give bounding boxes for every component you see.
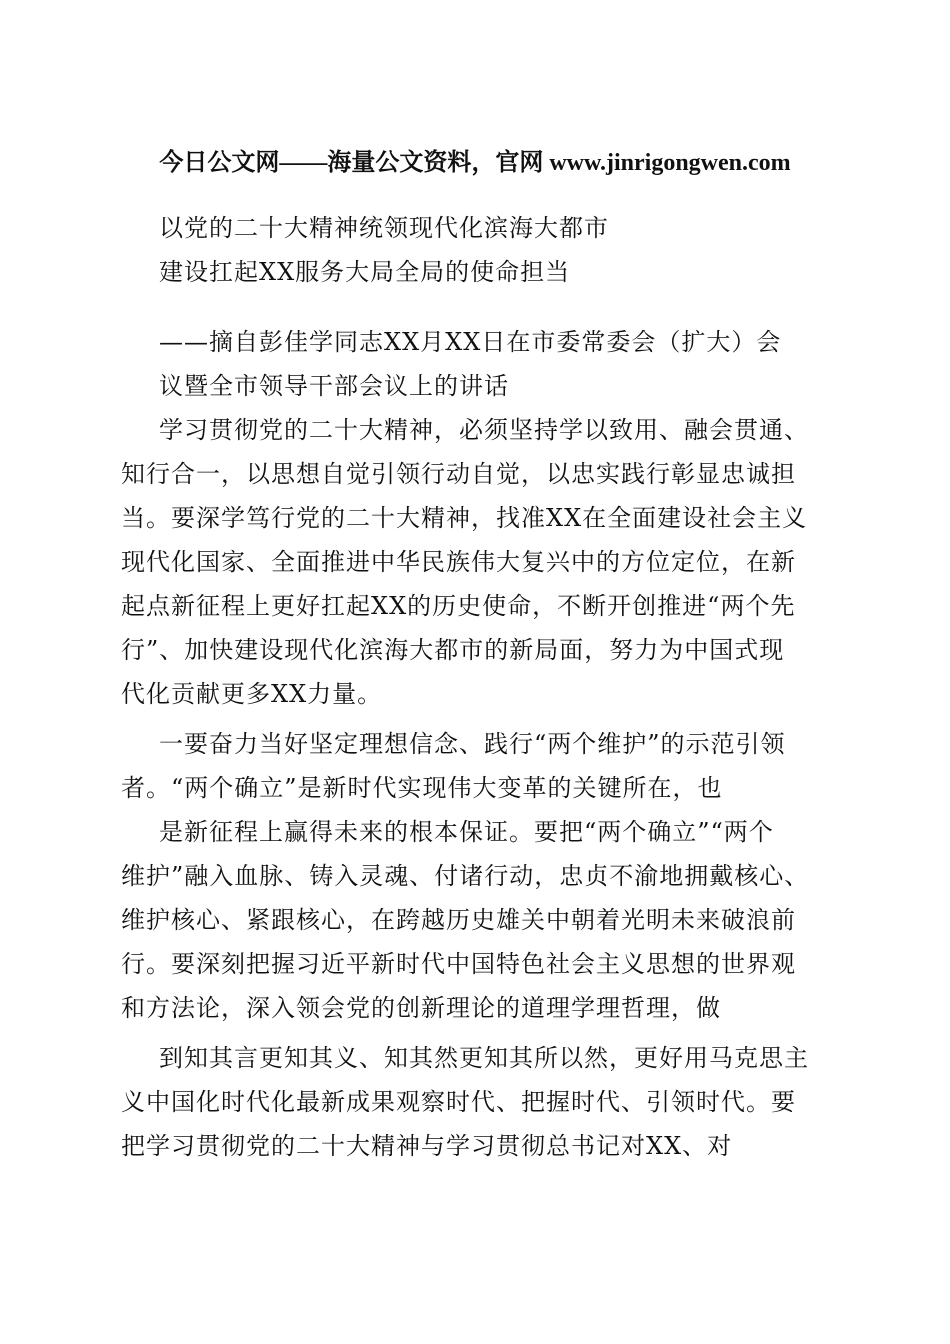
- site-header: 今日公文网——海量公文资料，官网 www.jinrigongwen.com: [159, 150, 791, 176]
- body-line: 者。“两个确立”是新时代实现伟大变革的关键所在，也: [121, 774, 723, 802]
- body-line: 代化贡献更多XX力量。: [121, 680, 383, 708]
- subtitle-line: ——摘自彭佳学同志XX月XX日在市委常委会（扩大）会: [159, 328, 782, 356]
- body-line: 现代化国家、全面推进中华民族伟大复兴中的方位定位，在新: [121, 548, 796, 576]
- body-line: 起点新征程上更好扛起XX的历史使命，不断开创推进“两个先: [121, 592, 796, 620]
- body-line: 行”、加快建设现代化滨海大都市的新局面，努力为中国式现: [121, 636, 785, 664]
- body-line: 义中国化时代化最新成果观察时代、把握时代、引领时代。要: [121, 1088, 796, 1116]
- body-line: 学习贯彻党的二十大精神，必须坚持学以致用、融会贯通、: [159, 416, 809, 444]
- title-line: 以党的二十大精神统领现代化滨海大都市: [159, 214, 609, 242]
- body-line: 到知其言更知其义、知其然更知其所以然，更好用马克思主: [159, 1044, 809, 1072]
- subtitle-line: 议暨全市领导干部会议上的讲话: [159, 372, 509, 400]
- body-line: 把学习贯彻党的二十大精神与学习贯彻总书记对XX、对: [121, 1132, 733, 1160]
- body-line: 维护核心、紧跟核心，在跨越历史雄关中朝着光明未来破浪前: [121, 906, 796, 934]
- title-line: 建设扛起XX服务大局全局的使命担当: [159, 258, 571, 286]
- body-line: 当。要深学笃行党的二十大精神，找准XX在全面建设社会主义: [121, 504, 808, 532]
- body-line: 知行合一，以思想自觉引领行动自觉，以忠实践行彰显忠诚担: [121, 460, 796, 488]
- body-line: 一要奋力当好坚定理想信念、践行“两个维护”的示范引领: [159, 730, 786, 758]
- body-line: 和方法论，深入领会党的创新理论的道理学理哲理，做: [121, 994, 721, 1022]
- body-line: 行。要深刻把握习近平新时代中国特色社会主义思想的世界观: [121, 950, 796, 978]
- body-line: 是新征程上赢得未来的根本保证。要把“两个确立”“两个: [159, 818, 774, 846]
- body-line: 维护”融入血脉、铸入灵魂、付诸行动，忠贞不渝地拥戴核心、: [121, 862, 810, 890]
